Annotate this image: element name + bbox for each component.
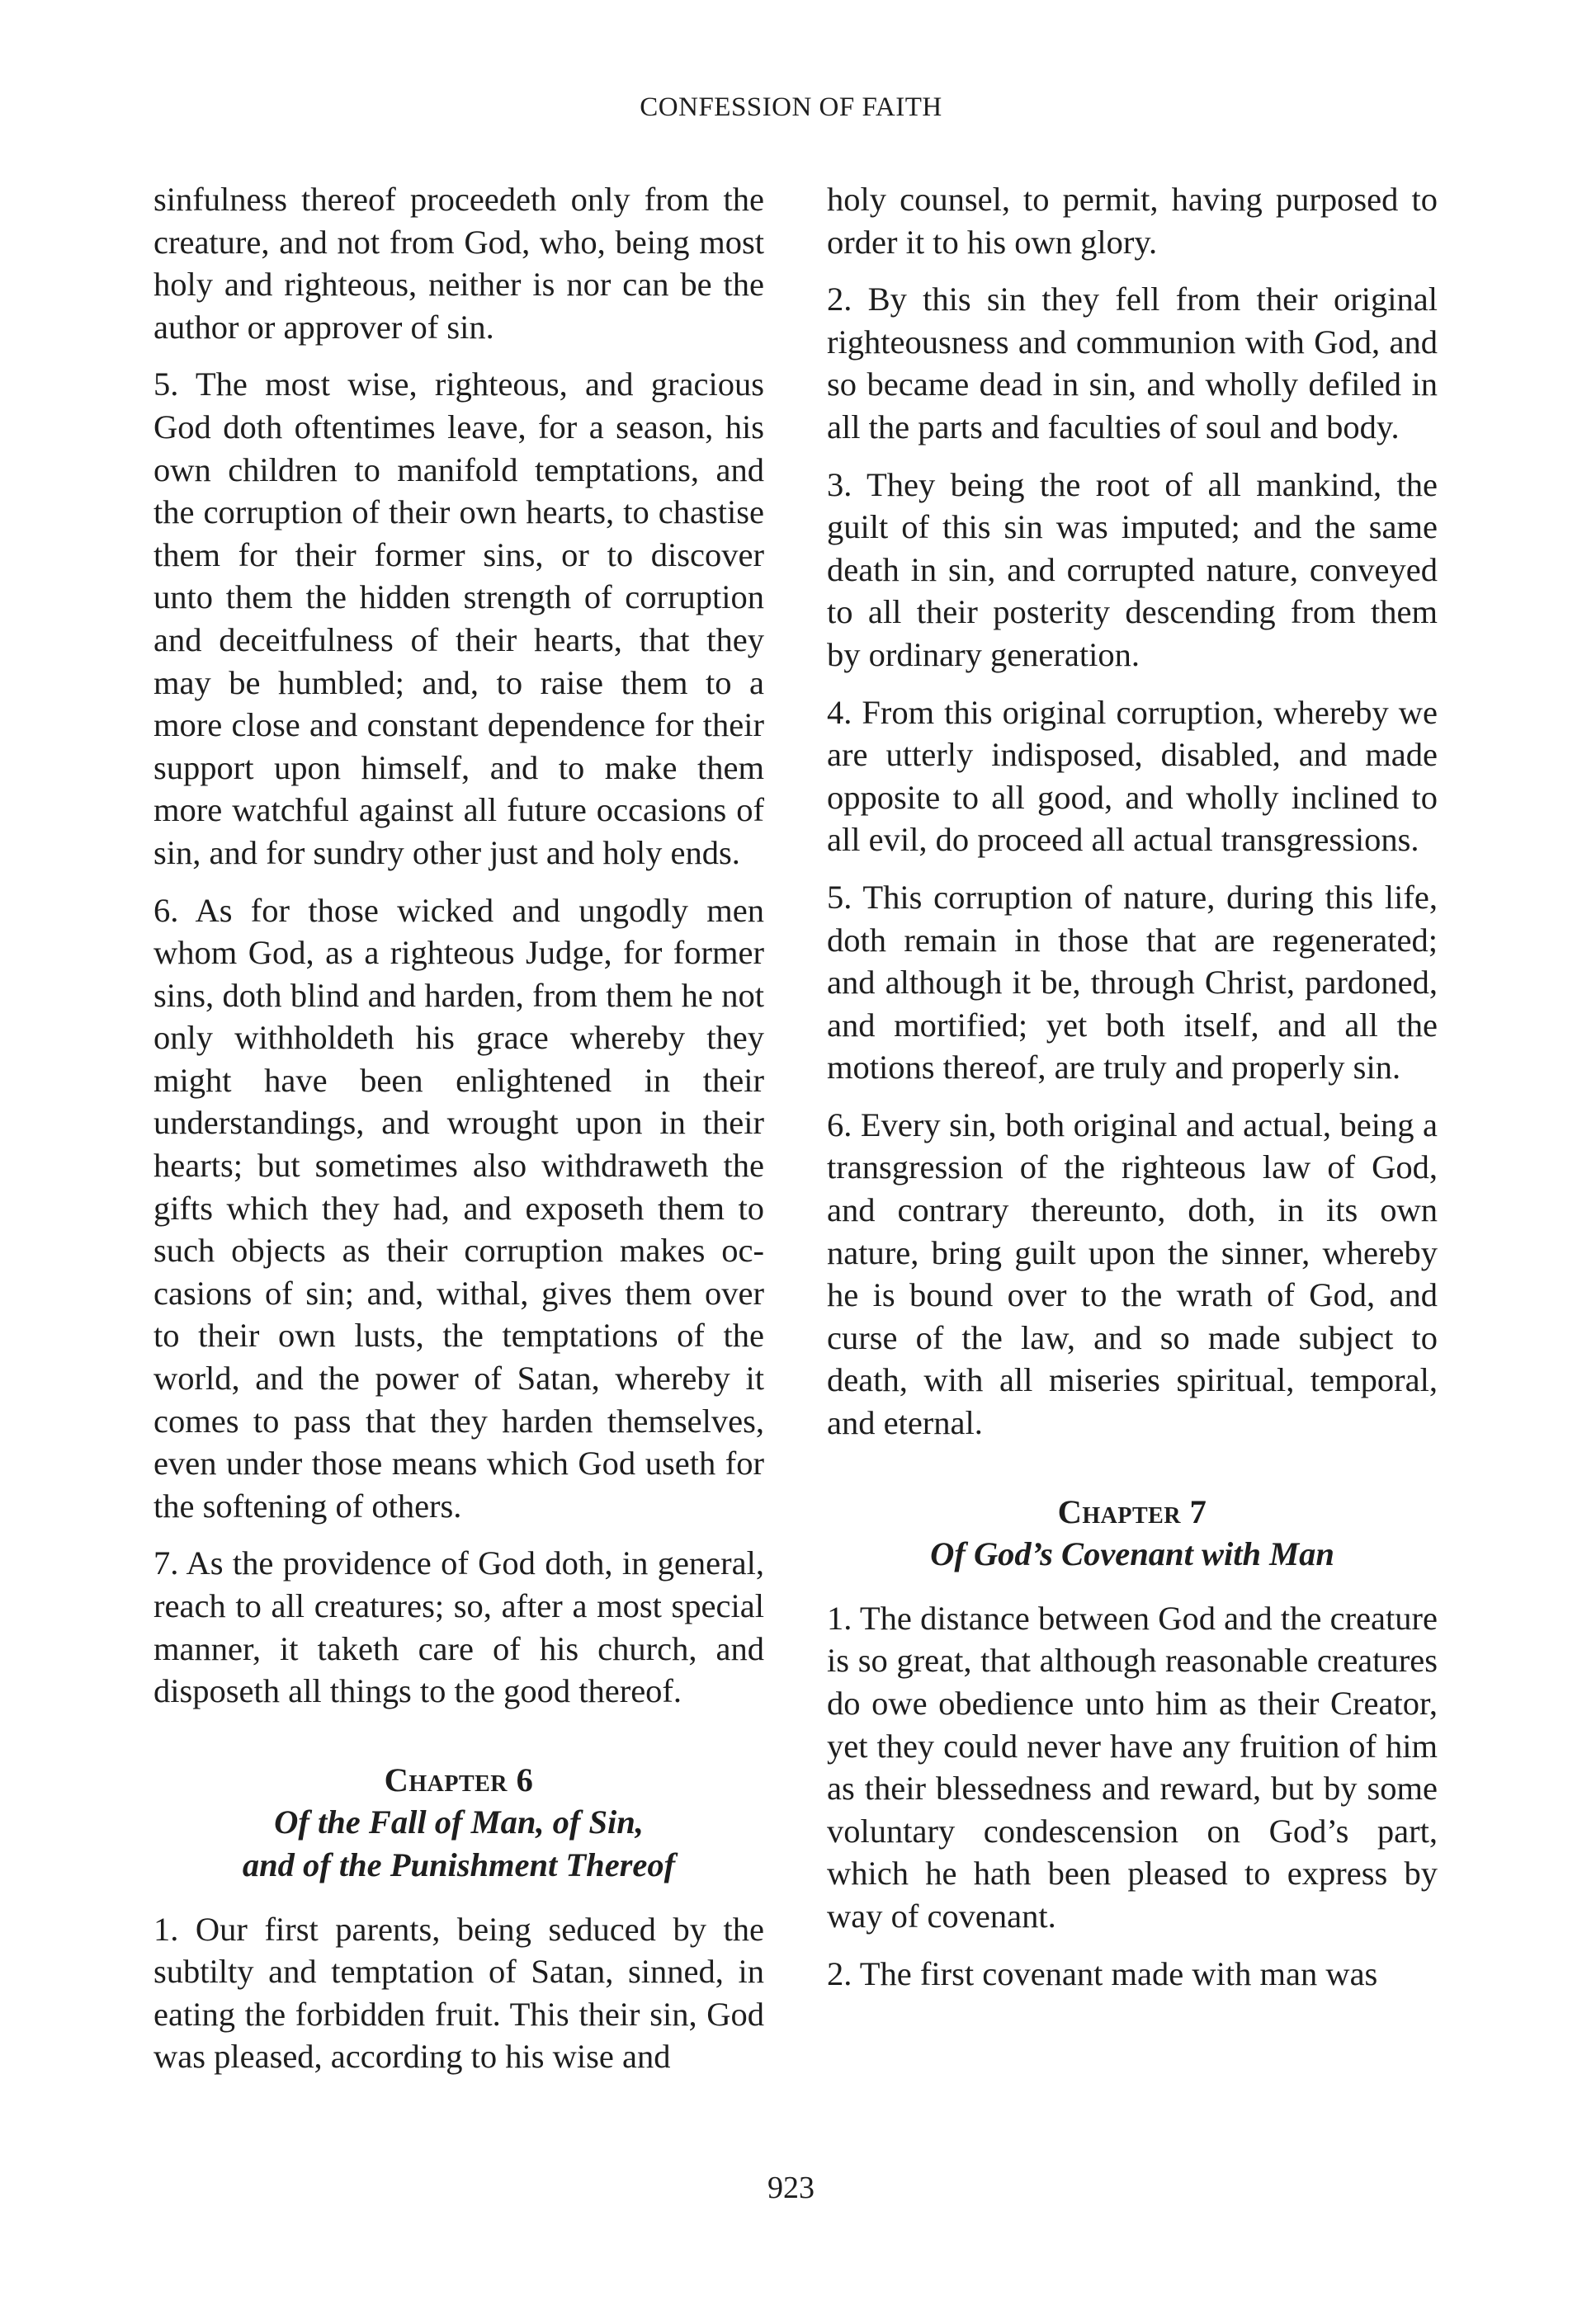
- chapter5-section5: 5. The most wise, righteous, and gracious God doth oftentimes leave, for a season, his own children to manifold temptations, and the corruption of their own hearts, to chastise them for their former sins, or to discover unto them the hidden strength of corruption and deceitfulness of their hearts, that they may be humbled; and, to raise them to a more close and constant dependence for their support upon himself, and to make them more watchful against all future occasions of sin, and for sundry other just and holy ends.: [153, 365, 764, 871]
- running-head: CONFESSION OF FAITH: [640, 92, 942, 122]
- chapter6-section1-end: holy counsel, to permit, having purposed to order it to his own glory.: [827, 181, 1438, 261]
- chapter6-section6: 6. Every sin, both original and actual, being a transgression of the righteous law of God, and contrary thereunto, doth, in its own nature, bring guilt upon the sinner, whereby he is bound over to the wrath of God, and curse of the law, and so made subject to death, with all miseries spiritual, temporal, and eternal.: [827, 1105, 1438, 1442]
- page-number: 923: [767, 2171, 815, 2205]
- chapter7-section1: 1. The distance between God and the creature is so great, that although reasonable creatures do owe obedience unto him as their Creator, yet they could never have any fruition of him as their blessedness and reward, but by some voluntary condescension on God’s part, which he hath been pleased to express by way of covenant.: [827, 1599, 1438, 1935]
- chapter5-section6: 6. As for those wicked and ungodly men whom God, as a righteous Judge, for former sins, doth blind and harden, from them he not only withholdeth his grace whereby they might have been enlightened in their understandings, and wrought upon in their hearts; but sometimes also withdraweth the gifts which they had, and exposeth them to such objects as their corruption makes occasions of sin; and, withal, gives them over to their own lusts, the temptations of the world, and the power of Satan, whereby it comes to pass that they harden themselves, even under those means which God useth for the softening of others.: [153, 891, 764, 1525]
- chapter6-title-line1: Of the Fall of Man, of Sin,: [274, 1803, 644, 1841]
- chapter6-heading: Chapter 6: [384, 1761, 534, 1798]
- chapter7-heading-block: [827, 1491, 1438, 1576]
- chapter6-section3: 3. They being the root of all mankind, the guilt of this sin was imputed; and the same death in sin, and corrupted nature, conveyed to all their posterity descending from them by ordinary generation.: [827, 465, 1438, 673]
- chapter7-heading: Chapter 7: [1057, 1492, 1207, 1530]
- right-column: [827, 178, 1438, 2010]
- chapter7-title: Of God’s Covenant with Man: [930, 1535, 1334, 1573]
- chapter5-section7: 7. As the providence of God doth, in general, reach to all creatures; so, after a most special manner, it taketh care of his church, and disposeth all things to the good thereof.: [153, 1544, 764, 1710]
- paragraph-continuation: sinfulness thereof proceedeth only from the creature, and not from God, who, being most holy and righteous, neither is nor can be the author or approver of sin.: [153, 181, 764, 346]
- chapter7-section2-start: 2. The first covenant made with man was: [827, 1954, 1378, 1992]
- chapter6-section5: 5. This corruption of nature, during this life, doth remain in those that are regenerated; and although it be, through Christ, pardoned, and mortified; yet both itself, and all the motions thereof, are truly and properly sin.: [827, 878, 1438, 1087]
- chapter6-section2: 2. By this sin they fell from their original righteousness and communion with God, and so became dead in sin, and wholly defiled in all the parts and faculties of soul and body.: [827, 280, 1438, 445]
- left-column: [153, 178, 764, 2093]
- chapter6-section1-start: 1. Our first parents, being seduced by the subtilty and temptation of Satan, sinned, in eating the forbidden fruit. This their sin, God was pleased, according to his wise and: [153, 1910, 764, 2076]
- chapter6-section4: 4. From this original corruption, whereby we are utterly indisposed, disabled, and made opposite to all good, and wholly inclined to all evil, do proceed all actual transgressions.: [827, 693, 1438, 859]
- chapter6-heading-block: [153, 1759, 764, 1887]
- chapter6-title-line2: and of the Punishment Thereof: [242, 1846, 676, 1883]
